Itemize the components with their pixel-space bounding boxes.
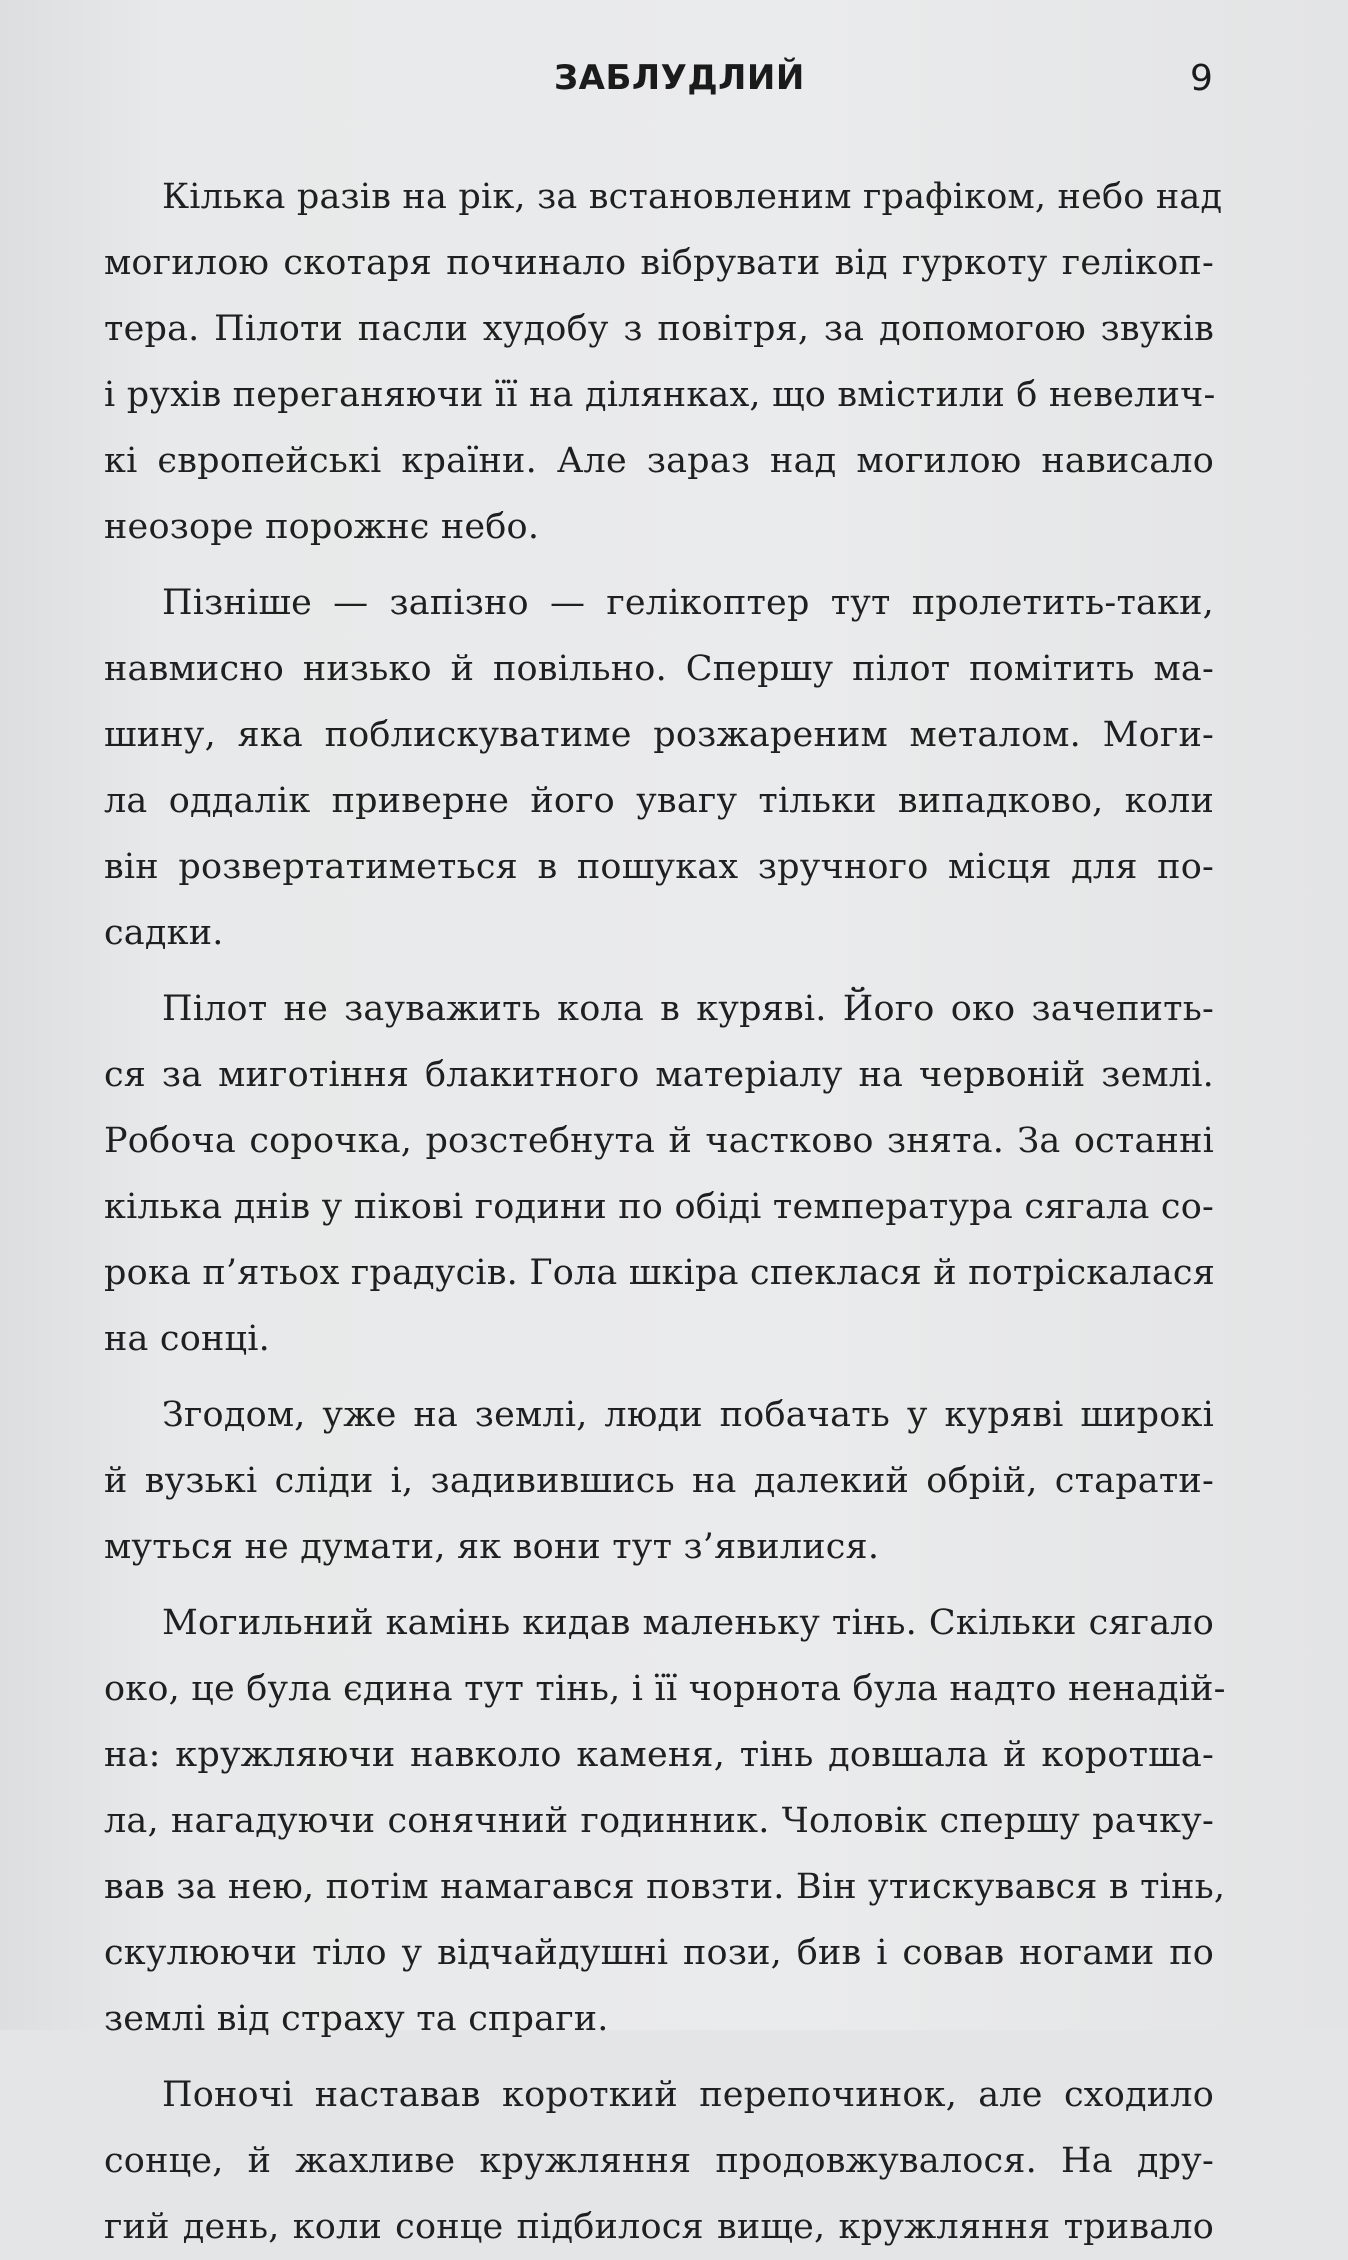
text-line: око, це була єдина тут тінь, і її чорнота була надто ненадій- bbox=[104, 1669, 1226, 1709]
text-line: кілька днів у пікові години по обіді температура сягала со- bbox=[104, 1187, 1214, 1227]
text-line: ла оддалік приверне його увагу тільки випадково, коли bbox=[104, 781, 1214, 821]
text-line: ся за миготіння блакитного матеріалу на червоній землі. bbox=[104, 1055, 1214, 1095]
text-line: Пізніше — запізно — гелікоптер тут пролетить-таки, bbox=[162, 583, 1214, 623]
text-line: Кілька разів на рік, за встановленим графіком, небо над bbox=[162, 177, 1223, 217]
text-line: шину, яка поблискуватиме розжареним металом. Моги- bbox=[104, 715, 1214, 755]
paragraph bbox=[104, 1382, 1214, 1580]
text-line: вав за нею, потім намагався повзти. Він утискувався в тінь, bbox=[104, 1867, 1226, 1907]
text-line: на: кружляючи навколо каменя, тінь довшала й коротша- bbox=[104, 1735, 1214, 1775]
paragraph-gap bbox=[104, 1372, 1214, 1382]
text-line: гий день, коли сонце підбилося вище, кружляння тривало bbox=[104, 2207, 1214, 2247]
text-line: він розвертатиметься в пошуках зручного місця для по- bbox=[104, 847, 1214, 887]
text-line: неозоре порожнє небо. bbox=[104, 507, 540, 547]
paragraph-gap bbox=[104, 966, 1214, 976]
text-line: муться не думати, як вони тут з’явилися. bbox=[104, 1527, 880, 1567]
text-line: скулюючи тіло у відчайдушні пози, бив і совав ногами по bbox=[104, 1933, 1214, 1973]
text-line: сонце, й жахливе кружляння продовжувалося. На дру- bbox=[104, 2141, 1214, 2181]
text-line: ла, нагадуючи сонячний годинник. Чоловік спершу рачку- bbox=[104, 1801, 1214, 1841]
text-line: рока п’ятьох градусів. Гола шкіра спеклася й потріскалася bbox=[104, 1253, 1215, 1293]
paragraph bbox=[104, 976, 1214, 1372]
page-number: 9 bbox=[1190, 58, 1213, 99]
paragraph-gap bbox=[104, 560, 1214, 570]
text-line: кі європейські країни. Але зараз над могилою нависало bbox=[104, 441, 1214, 481]
paragraph bbox=[104, 1590, 1226, 2052]
text-line: Згодом, уже на землі, люди побачать у куряві широкі bbox=[162, 1395, 1214, 1435]
paragraph bbox=[104, 2062, 1214, 2260]
text-line: навмисно низько й повільно. Спершу пілот помітить ма- bbox=[104, 649, 1214, 689]
text-line: тера. Пілоти пасли худобу з повітря, за допомогою звуків bbox=[104, 309, 1214, 349]
paragraph-gap bbox=[104, 2052, 1214, 2062]
body-text bbox=[104, 164, 1226, 2260]
text-line: й вузькі сліди і, задивившись на далекий обрій, старати- bbox=[104, 1461, 1214, 1501]
text-line: садки. bbox=[104, 913, 224, 953]
text-line: могилою скотаря починало вібрувати від гуркоту гелікоп- bbox=[104, 243, 1214, 283]
text-line: Пілот не зауважить кола в куряві. Його око зачепить- bbox=[162, 989, 1214, 1029]
paragraph bbox=[104, 570, 1214, 966]
text-line: і рухів переганяючи її на ділянках, що вмістили б невелич- bbox=[104, 375, 1216, 415]
running-head bbox=[0, 58, 1348, 108]
text-line: Поночі наставав короткий перепочинок, але сходило bbox=[162, 2075, 1214, 2115]
text-line: на сонці. bbox=[104, 1319, 270, 1359]
text-line: Могильний камінь кидав маленьку тінь. Скільки сягало bbox=[162, 1603, 1214, 1643]
text-line: землі від страху та спраги. bbox=[104, 1999, 609, 2039]
paragraph-gap bbox=[104, 1580, 1214, 1590]
text-line: Робоча сорочка, розстебнута й частково знята. За останні bbox=[104, 1121, 1214, 1161]
paragraph bbox=[104, 164, 1223, 560]
chapter-title: ЗАБЛУДЛИЙ bbox=[554, 58, 805, 98]
